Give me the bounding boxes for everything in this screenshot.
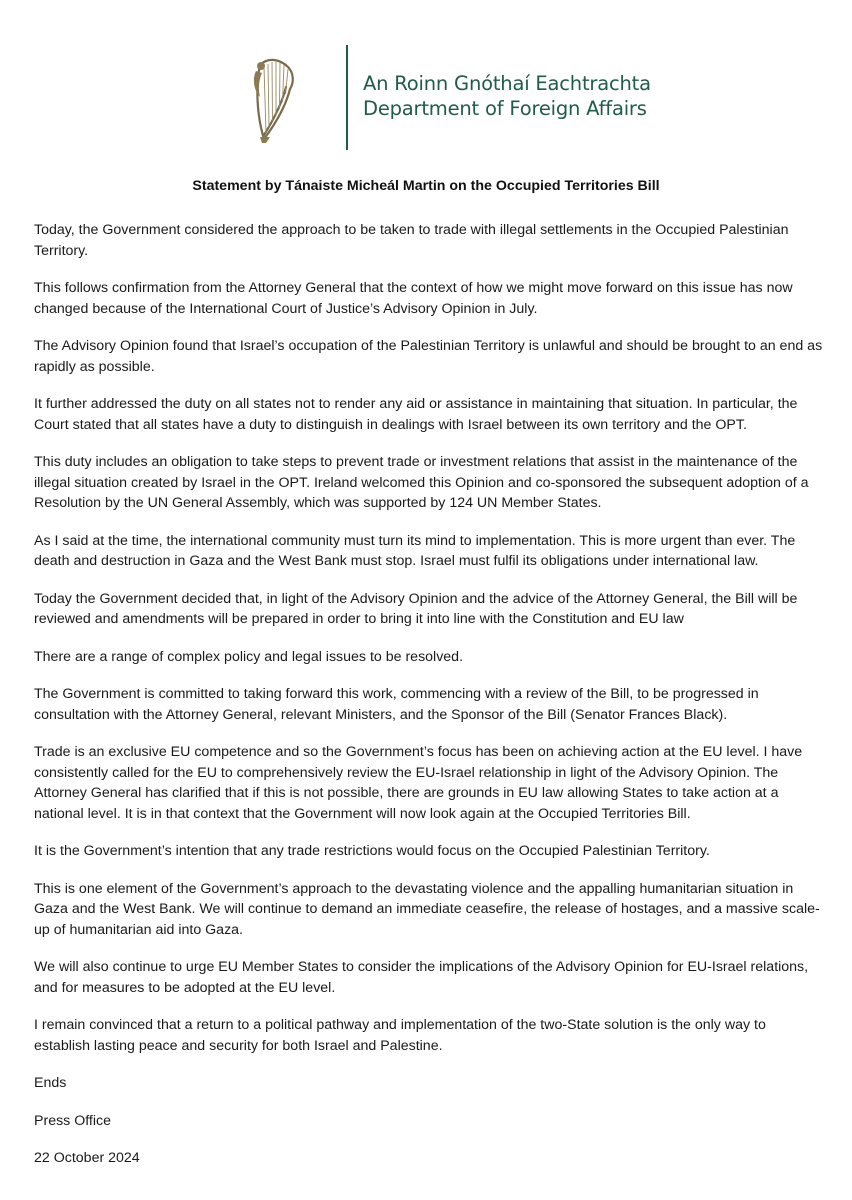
paragraph: It is the Government’s intention that any trade restrictions would focus on the Occupied Palestinian Territory.	[34, 843, 710, 859]
harp-icon	[250, 53, 300, 145]
closing-ends: Ends	[34, 1075, 67, 1091]
paragraph: This is one element of the Government’s approach to the devastating violence and the appalling humanitarian situation in Gaza and the West Bank. We will continue to demand an immediate ceasefire, the release of hostages, and a massive scale-up of humanitarian aid into Gaza.	[34, 880, 820, 938]
statement-body	[34, 220, 824, 1186]
paragraph: This duty includes an obligation to take steps to prevent trade or investment relations that assist in the maintenance of the illegal situation created by Israel in the OPT. Ireland welcomed this Opinion and co-sponsored the subsequent adoption of a Resolution by the UN General Assembly, which was supported by 124 UN Member States.	[34, 454, 809, 511]
paragraph: I remain convinced that a return to a political pathway and implementation of the two-State solution is the only way to establish lasting peace and security for both Israel and Palestine.	[34, 1017, 766, 1054]
paragraph: It further addressed the duty on all states not to render any aid or assistance in maintaining that situation. In particular, the Court stated that all states have a duty to distinguish in dealings with Israel between its own territory and the OPT.	[34, 396, 798, 433]
statement-title: Statement by Tánaiste Micheál Martin on the Occupied Territories Bill	[192, 178, 660, 194]
paragraph: We will also continue to urge EU Member States to consider the implications of the Advisory Opinion for EU-Israel relations, and for measures to be adopted at the EU level.	[34, 959, 809, 996]
paragraph: Today the Government decided that, in light of the Advisory Opinion and the advice of the Attorney General, the Bill will be reviewed and amendments will be prepared in order to bring it into line with the Constitution and EU law	[34, 590, 798, 627]
paragraph: The Advisory Opinion found that Israel’s occupation of the Palestinian Territory is unlawful and should be brought to an end as rapidly as possible.	[34, 338, 823, 375]
paragraph: As I said at the time, the international community must turn its mind to implementation. This is more urgent than ever. The death and destruction in Gaza and the West Bank must stop. Israel must fulfil its obligations under international law.	[34, 532, 796, 569]
department-name-english: Department of Foreign Affairs	[363, 97, 647, 120]
paragraph: Today, the Government considered the approach to be taken to trade with illegal settlements in the Occupied Palestinian Territory.	[34, 222, 789, 259]
department-name-irish: An Roinn Gnóthaí Eachtrachta	[363, 72, 651, 95]
header-divider	[346, 45, 348, 150]
letterhead	[250, 45, 650, 150]
paragraph: There are a range of complex policy and legal issues to be resolved.	[34, 648, 464, 665]
paragraph: Trade is an exclusive EU competence and so the Government’s focus has been on achieving action at the EU level. I have consistently called for the EU to comprehensively review the EU-Israel relationship in light of the Advisory Opinion. The Attorney General has clarified that if this is not possible, there are grounds in EU law allowing States to take action at a national level. It is in that context that the Government will now look again at the Occupied Territories Bill.	[34, 744, 803, 822]
closing-press-office: Press Office	[34, 1112, 112, 1129]
paragraph: The Government is committed to taking forward this work, commencing with a review of the Bill, to be progressed in consultation with the Attorney General, relevant Ministers, and the Sponsor of the Bill (Senator Frances Black).	[34, 686, 759, 723]
paragraph: This follows confirmation from the Attorney General that the context of how we might move forward on this issue has now changed because of the International Court of Justice’s Advisory Opinion in July.	[34, 280, 793, 317]
closing-date: 22 October 2024	[34, 1150, 140, 1166]
